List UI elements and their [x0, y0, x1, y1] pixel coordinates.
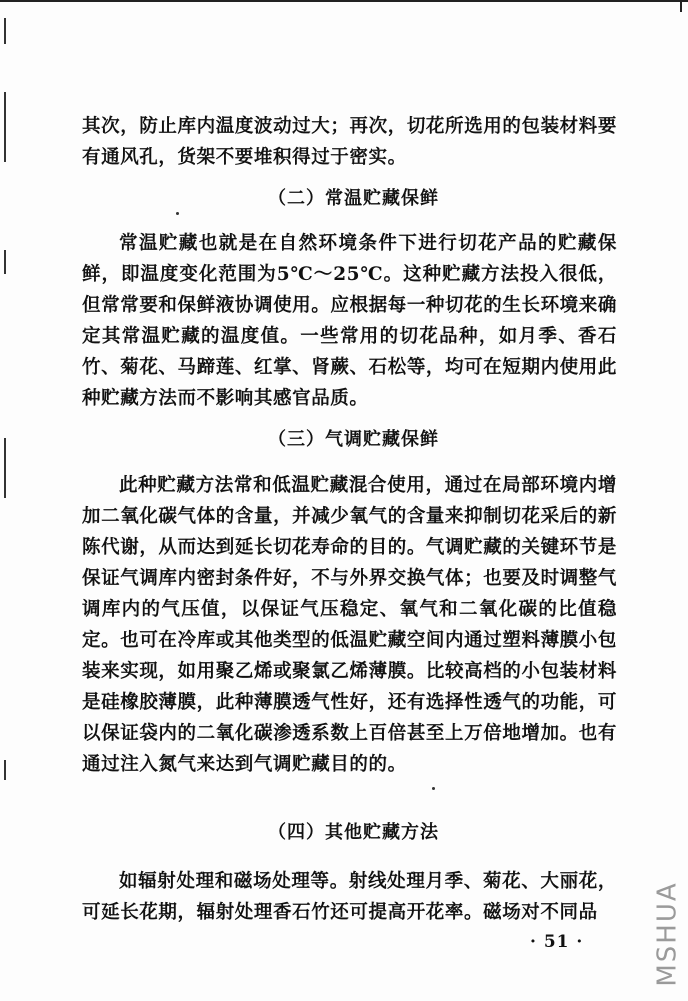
scan-top-edge — [0, 0, 688, 6]
paragraph-2-text: 常温贮藏也就是在自然环境条件下进行切花产品的贮藏保鲜，即温度变化范围为5℃～25℃。这种贮藏方法投入很低，但常常要和保鲜液协调使用。应根据每一种切花的生长环境来确定其常温贮藏的温度值。一些常用的切花品种，如月季、香石竹、菊花、马蹄莲、红掌、肾蕨、石松等，均可在短期内使用此种贮藏方法而不影响其感官品质。 — [82, 233, 617, 409]
watermark-text: MSHUA — [653, 881, 683, 987]
scan-edge-mark — [4, 760, 6, 780]
section-heading-3: （三）气调贮藏保鲜 — [268, 429, 439, 450]
paragraph-4 — [82, 866, 617, 928]
paragraph-1-text: 其次，防止库内温度波动过大；再次，切花所选用的包装材料要有通风孔，货架不要堆积得过于密实。 — [82, 116, 617, 168]
scan-edge-mark — [4, 92, 6, 162]
paragraph-3 — [82, 470, 617, 780]
scan-edge-mark — [4, 18, 6, 44]
scan-edge-mark — [4, 250, 6, 274]
scan-speck — [432, 787, 435, 790]
paragraph-2 — [82, 228, 617, 414]
section-heading-4: （四）其他贮藏方法 — [268, 822, 439, 843]
section-heading-2: （二）常温贮藏保鲜 — [268, 188, 439, 209]
paragraph-1 — [82, 111, 617, 173]
scan-edge-mark — [4, 438, 6, 498]
paragraph-4-text: 如辐射处理和磁场处理等。射线处理月季、菊花、大丽花，可延长花期，辐射处理香石竹还可提高开花率。磁场对不同品 — [82, 871, 617, 923]
page-number: · 51 · — [530, 932, 584, 952]
watermark — [648, 870, 688, 998]
scan-speck — [176, 212, 179, 215]
paragraph-3-text: 此种贮藏方法常和低温贮藏混合使用，通过在局部环境内增加二氧化碳气体的含量，并减少氧气的含量来抑制切花采后的新陈代谢，从而达到延长切花寿命的目的。气调贮藏的关键环节是保证气调库内密封条件好，不与外界交换气体；也要及时调整气调库内的气压值，以保证气压稳定、氧气和二氧化碳的比值稳定。也可在冷库或其他类型的低温贮藏空间内通过塑料薄膜小包装来实现，如用聚乙烯或聚氯乙烯薄膜。比较高档的小包装材料是硅橡胶薄膜，此种薄膜透气性好，还有选择性透气的功能，可以保证袋内的二氧化碳渗透系数上百倍甚至上万倍地增加。也有通过注入氮气来达到气调贮藏目的的。 — [82, 475, 617, 775]
scan-edge-mark — [680, 0, 682, 12]
